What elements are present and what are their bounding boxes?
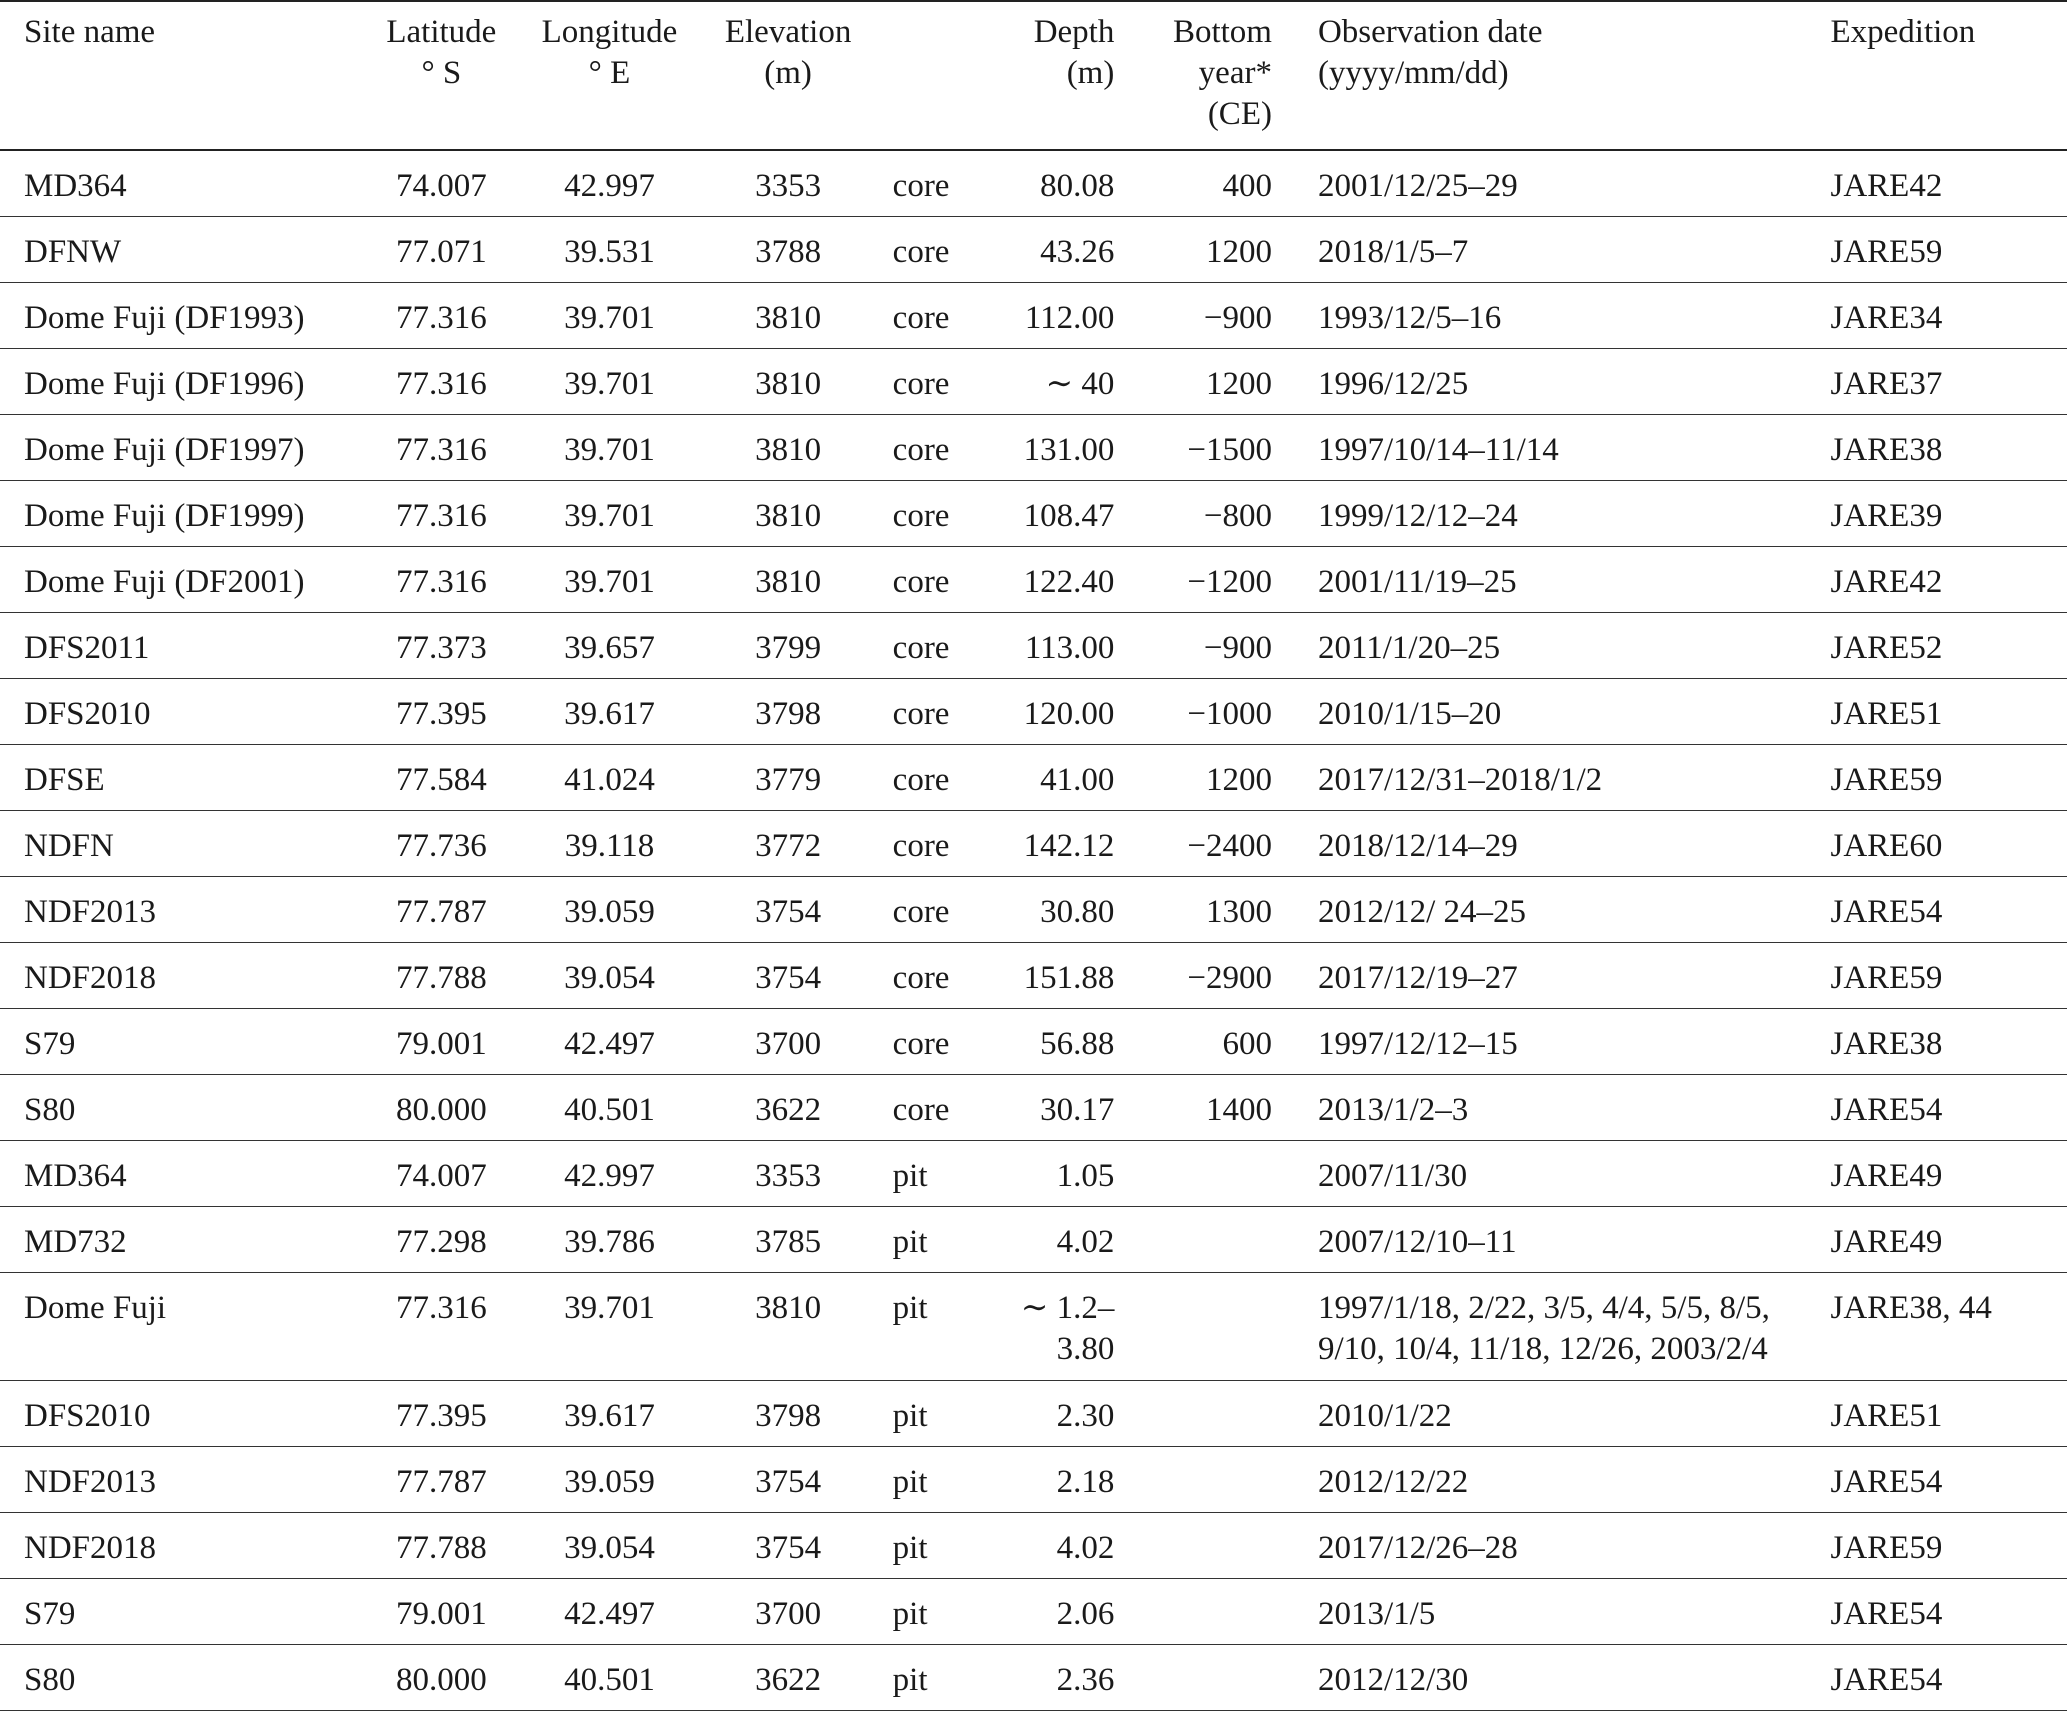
table-row (0, 348, 2067, 414)
cell-latitude: 77.298 (395, 1223, 487, 1260)
cell-longitude: 39.786 (564, 1223, 655, 1260)
cell-depth: 142.12 (1023, 827, 1115, 864)
cell-elevation: 3700 (755, 1025, 822, 1062)
cell-expedition: JARE39 (1830, 497, 1943, 534)
cell-latitude: 77.584 (395, 761, 487, 798)
cell-longitude: 39.617 (564, 1397, 655, 1434)
cell-observation-date: 2011/1/20–25 (1317, 629, 1501, 666)
cell-elevation: 3810 (755, 431, 822, 468)
cell-bottom-year: −1500 (1187, 431, 1272, 468)
cell-type: core (892, 1025, 950, 1062)
cell-elevation: 3788 (755, 233, 822, 270)
table-row (0, 1380, 2067, 1446)
cell-longitude: 39.054 (564, 1529, 655, 1566)
table-row (0, 1578, 2067, 1644)
cell-depth: 56.88 (1040, 1025, 1115, 1062)
header-type (883, 1, 988, 150)
cell-observation-date: 2010/1/15–20 (1317, 695, 1502, 732)
cell-latitude: 77.071 (395, 233, 487, 270)
cell-latitude: 74.007 (395, 1157, 487, 1194)
cell-type: core (892, 431, 950, 468)
cell-elevation: 3622 (755, 1661, 822, 1698)
cell-type: core (892, 365, 950, 402)
cell-type: core (892, 299, 950, 336)
cell-latitude: 77.316 (395, 1289, 487, 1326)
cell-type: core (892, 893, 950, 930)
cell-expedition: JARE49 (1830, 1223, 1943, 1260)
cell-depth: 4.02 (1056, 1223, 1115, 1260)
cell-observation-date: 2012/12/30 (1317, 1661, 1469, 1698)
cell-longitude: 42.497 (564, 1025, 655, 1062)
cell-type: core (892, 827, 950, 864)
cell-depth: 2.18 (1056, 1463, 1115, 1500)
cell-site-name: S80 (24, 1661, 76, 1698)
cell-depth: 2.30 (1056, 1397, 1115, 1434)
cell-bottom-year (1124, 1644, 1282, 1710)
cell-observation-date: 2001/11/19–25 (1317, 563, 1517, 600)
table-body (0, 150, 2067, 1710)
header-expedition: Expedition (1830, 14, 1976, 50)
cell-expedition: JARE59 (1830, 233, 1943, 270)
cell-bottom-year (1124, 1578, 1282, 1644)
cell-longitude: 39.118 (564, 827, 655, 864)
cell-elevation: 3798 (755, 695, 822, 732)
cell-type: core (892, 168, 950, 204)
cell-latitude: 77.373 (395, 629, 487, 666)
table-row (0, 810, 2067, 876)
cell-expedition: JARE60 (1830, 827, 1943, 864)
cell-site-name: DFS2011 (24, 629, 150, 666)
cell-bottom-year: 400 (1222, 168, 1272, 204)
cell-longitude: 39.531 (564, 233, 655, 270)
cell-site-name: Dome Fuji (DF1999) (24, 497, 305, 534)
table-row (0, 1446, 2067, 1512)
cell-expedition: JARE42 (1830, 168, 1943, 204)
cell-expedition: JARE51 (1830, 695, 1943, 732)
cell-observation-date: 2013/1/2–3 (1317, 1091, 1469, 1128)
cell-depth: 2.06 (1056, 1595, 1115, 1632)
cell-observation-date: 1997/1/18, 2/22, 3/5, 4/4, 5/5, 8/5, 9/10, 10/4, 11/18, 12/26, 2003/2/4 (1317, 1289, 1770, 1367)
cell-observation-date: 1996/12/25 (1317, 365, 1469, 402)
cell-bottom-year (1124, 1512, 1282, 1578)
cell-depth: 41.00 (1040, 761, 1115, 798)
cell-longitude: 39.059 (564, 893, 655, 930)
cell-observation-date: 2017/12/31–2018/1/2 (1317, 761, 1603, 798)
header-longitude: Longitude ° E (541, 14, 678, 91)
cell-site-name: DFS2010 (24, 1397, 151, 1434)
cell-site-name: S79 (24, 1595, 76, 1632)
cell-type: core (892, 761, 950, 798)
cell-site-name: MD364 (24, 1157, 127, 1194)
header-site-name: Site name (24, 14, 156, 50)
cell-type: core (892, 1091, 950, 1128)
cell-type: pit (892, 1289, 928, 1326)
cell-elevation: 3700 (755, 1595, 822, 1632)
cell-elevation: 3799 (755, 629, 822, 666)
cell-observation-date: 1997/10/14–11/14 (1317, 431, 1559, 468)
cell-longitude: 39.701 (564, 1289, 655, 1326)
cell-elevation: 3779 (755, 761, 822, 798)
cell-type: pit (892, 1661, 928, 1698)
cell-longitude: 42.997 (564, 168, 655, 204)
cell-type: pit (892, 1529, 928, 1566)
cell-expedition: JARE38 (1830, 431, 1943, 468)
table-row (0, 150, 2067, 216)
cell-bottom-year (1124, 1140, 1282, 1206)
cell-bottom-year: −2400 (1187, 827, 1272, 864)
header-bottom-year: Bottom year* (CE) (1172, 14, 1272, 132)
cell-observation-date: 2013/1/5 (1317, 1595, 1436, 1632)
table-row (0, 1008, 2067, 1074)
cell-bottom-year (1124, 1446, 1282, 1512)
cell-expedition: JARE38, 44 (1830, 1289, 1992, 1326)
cell-expedition: JARE59 (1830, 1529, 1943, 1566)
cell-expedition: JARE59 (1830, 959, 1943, 996)
cell-depth: 122.40 (1023, 563, 1115, 600)
cell-expedition: JARE52 (1830, 629, 1943, 666)
cell-observation-date: 2001/12/25–29 (1317, 168, 1518, 204)
cell-elevation: 3798 (755, 1397, 822, 1434)
cell-observation-date: 2017/12/19–27 (1317, 959, 1518, 996)
cell-site-name: Dome Fuji (DF1996) (24, 365, 305, 402)
cell-bottom-year: 600 (1222, 1025, 1272, 1062)
table-row (0, 546, 2067, 612)
cell-longitude: 42.497 (564, 1595, 655, 1632)
cell-expedition: JARE59 (1830, 761, 1943, 798)
cell-elevation: 3810 (755, 563, 822, 600)
cell-elevation: 3810 (755, 1289, 822, 1326)
cell-latitude: 77.395 (395, 695, 487, 732)
cell-bottom-year: 1300 (1205, 893, 1272, 930)
cell-depth: 1.05 (1056, 1157, 1115, 1194)
cell-observation-date: 2012/12/22 (1317, 1463, 1469, 1500)
cell-type: pit (892, 1397, 928, 1434)
table-row (0, 1206, 2067, 1272)
cell-elevation: 3754 (755, 1529, 822, 1566)
cell-type: core (892, 695, 950, 732)
cell-site-name: S79 (24, 1025, 76, 1062)
cell-site-name: NDFN (24, 827, 114, 864)
table-header (0, 1, 2067, 150)
cell-bottom-year (1124, 1272, 1282, 1380)
cell-latitude: 77.316 (395, 299, 487, 336)
cell-type: core (892, 497, 950, 534)
table-row (0, 678, 2067, 744)
cell-depth: 30.80 (1040, 893, 1115, 930)
cell-depth: 43.26 (1040, 233, 1115, 270)
table-row (0, 1512, 2067, 1578)
cell-observation-date: 2018/1/5–7 (1317, 233, 1469, 270)
cell-latitude: 77.316 (395, 365, 487, 402)
cell-site-name: DFS2010 (24, 695, 151, 732)
cell-elevation: 3353 (755, 1157, 822, 1194)
cell-bottom-year (1124, 1380, 1282, 1446)
cell-site-name: Dome Fuji (DF1993) (24, 299, 305, 336)
cell-expedition: JARE54 (1830, 1091, 1943, 1128)
cell-type: pit (892, 1223, 928, 1260)
cell-type: pit (892, 1595, 928, 1632)
cell-elevation: 3810 (755, 365, 822, 402)
cell-longitude: 42.997 (564, 1157, 655, 1194)
table-row (0, 1074, 2067, 1140)
table-row (0, 1140, 2067, 1206)
cell-site-name: DFSE (24, 761, 105, 798)
table-row (0, 1644, 2067, 1710)
cell-type: pit (892, 1157, 928, 1194)
header-elevation: Elevation (m) (724, 14, 852, 91)
cell-elevation: 3810 (755, 497, 822, 534)
cell-latitude: 77.788 (395, 959, 487, 996)
cell-latitude: 77.788 (395, 1529, 487, 1566)
cell-site-name: NDF2018 (24, 959, 157, 996)
cell-elevation: 3810 (755, 299, 822, 336)
cell-depth: 120.00 (1023, 695, 1115, 732)
cell-depth: 151.88 (1023, 959, 1115, 996)
cell-depth: 112.00 (1024, 299, 1115, 336)
cell-observation-date: 2010/1/22 (1317, 1397, 1452, 1434)
cell-bottom-year: −800 (1203, 497, 1272, 534)
cell-elevation: 3754 (755, 1463, 822, 1500)
cell-depth: 2.36 (1056, 1661, 1115, 1698)
cell-site-name: DFNW (24, 233, 122, 270)
table-row (0, 1272, 2067, 1380)
cell-longitude: 39.059 (564, 1463, 655, 1500)
cell-depth: 80.08 (1040, 168, 1115, 204)
cell-latitude: 79.001 (395, 1595, 487, 1632)
cell-longitude: 39.657 (564, 629, 655, 666)
table-row (0, 942, 2067, 1008)
cell-bottom-year: 1200 (1205, 233, 1272, 270)
cell-elevation: 3772 (755, 827, 822, 864)
cell-observation-date: 1999/12/12–24 (1317, 497, 1518, 534)
cell-observation-date: 2007/12/10–11 (1317, 1223, 1517, 1260)
cell-expedition: JARE54 (1830, 893, 1943, 930)
cell-latitude: 77.787 (395, 893, 487, 930)
cell-site-name: NDF2018 (24, 1529, 157, 1566)
cell-expedition: JARE54 (1830, 1661, 1943, 1698)
header-row (0, 1, 2067, 150)
cell-depth: 4.02 (1056, 1529, 1115, 1566)
cell-latitude: 77.736 (395, 827, 487, 864)
cell-bottom-year: −1200 (1187, 563, 1272, 600)
cell-expedition: JARE54 (1830, 1463, 1943, 1500)
cell-observation-date: 1997/12/12–15 (1317, 1025, 1518, 1062)
table-row (0, 282, 2067, 348)
cell-bottom-year: 1200 (1205, 761, 1272, 798)
cell-bottom-year: −2900 (1187, 959, 1272, 996)
cell-depth: 30.17 (1040, 1091, 1115, 1128)
cell-longitude: 41.024 (564, 761, 655, 798)
cell-expedition: JARE54 (1830, 1595, 1943, 1632)
cell-bottom-year: 1400 (1205, 1091, 1272, 1128)
cell-depth: 108.47 (1023, 497, 1115, 534)
cell-bottom-year: 1200 (1205, 365, 1272, 402)
cell-bottom-year: −900 (1203, 629, 1272, 666)
cell-latitude: 80.000 (395, 1091, 487, 1128)
cell-expedition: JARE37 (1830, 365, 1943, 402)
cell-observation-date: 2012/12/ 24–25 (1317, 893, 1527, 930)
cell-observation-date: 2017/12/26–28 (1317, 1529, 1518, 1566)
cell-type: core (892, 233, 950, 270)
cell-latitude: 74.007 (395, 168, 487, 204)
cell-latitude: 77.395 (395, 1397, 487, 1434)
header-depth: Depth (m) (1033, 14, 1115, 91)
cell-longitude: 40.501 (564, 1091, 655, 1128)
cell-depth: ∼ 1.2–3.80 (1020, 1289, 1115, 1367)
cell-observation-date: 1993/12/5–16 (1317, 299, 1502, 336)
cell-longitude: 39.701 (564, 563, 655, 600)
cell-site-name: Dome Fuji (DF2001) (24, 563, 305, 600)
table-row (0, 414, 2067, 480)
cell-latitude: 77.316 (395, 431, 487, 468)
cell-longitude: 39.701 (564, 365, 655, 402)
cell-expedition: JARE34 (1830, 299, 1943, 336)
cell-depth: 131.00 (1023, 431, 1115, 468)
cell-latitude: 77.316 (395, 563, 487, 600)
cell-site-name: Dome Fuji (24, 1289, 167, 1326)
cell-bottom-year: −1000 (1187, 695, 1272, 732)
cell-longitude: 39.054 (564, 959, 655, 996)
cell-observation-date: 2007/11/30 (1317, 1157, 1468, 1194)
table-row (0, 480, 2067, 546)
cell-observation-date: 2018/12/14–29 (1317, 827, 1518, 864)
cell-longitude: 40.501 (564, 1661, 655, 1698)
cell-site-name: NDF2013 (24, 1463, 157, 1500)
cell-bottom-year: −900 (1203, 299, 1272, 336)
cell-type: core (892, 563, 950, 600)
cell-longitude: 39.701 (564, 497, 655, 534)
cell-elevation: 3622 (755, 1091, 822, 1128)
table-row (0, 612, 2067, 678)
cell-latitude: 77.787 (395, 1463, 487, 1500)
table-row (0, 744, 2067, 810)
cell-bottom-year (1124, 1206, 1282, 1272)
cell-latitude: 80.000 (395, 1661, 487, 1698)
cell-expedition: JARE42 (1830, 563, 1943, 600)
cell-type: core (892, 629, 950, 666)
cell-latitude: 79.001 (395, 1025, 487, 1062)
cell-site-name: MD364 (24, 168, 127, 204)
cell-site-name: Dome Fuji (DF1997) (24, 431, 305, 468)
cell-elevation: 3785 (755, 1223, 822, 1260)
cell-elevation: 3754 (755, 959, 822, 996)
cell-depth: 113.00 (1024, 629, 1115, 666)
cell-elevation: 3353 (755, 168, 822, 204)
cell-longitude: 39.701 (564, 299, 655, 336)
cell-type: core (892, 959, 950, 996)
cell-expedition: JARE38 (1830, 1025, 1943, 1062)
cell-expedition: JARE49 (1830, 1157, 1943, 1194)
cell-expedition: JARE51 (1830, 1397, 1943, 1434)
cell-site-name: NDF2013 (24, 893, 157, 930)
cell-site-name: S80 (24, 1091, 76, 1128)
table-row (0, 876, 2067, 942)
header-observation-date: Observation date (yyyy/mm/dd) (1317, 14, 1543, 91)
cell-elevation: 3754 (755, 893, 822, 930)
cell-type: pit (892, 1463, 928, 1500)
cell-longitude: 39.701 (564, 431, 655, 468)
header-latitude: Latitude ° S (386, 14, 497, 91)
cell-latitude: 77.316 (395, 497, 487, 534)
cell-depth: ∼ 40 (1045, 365, 1115, 402)
table-row (0, 216, 2067, 282)
cell-longitude: 39.617 (564, 695, 655, 732)
cell-site-name: MD732 (24, 1223, 127, 1260)
